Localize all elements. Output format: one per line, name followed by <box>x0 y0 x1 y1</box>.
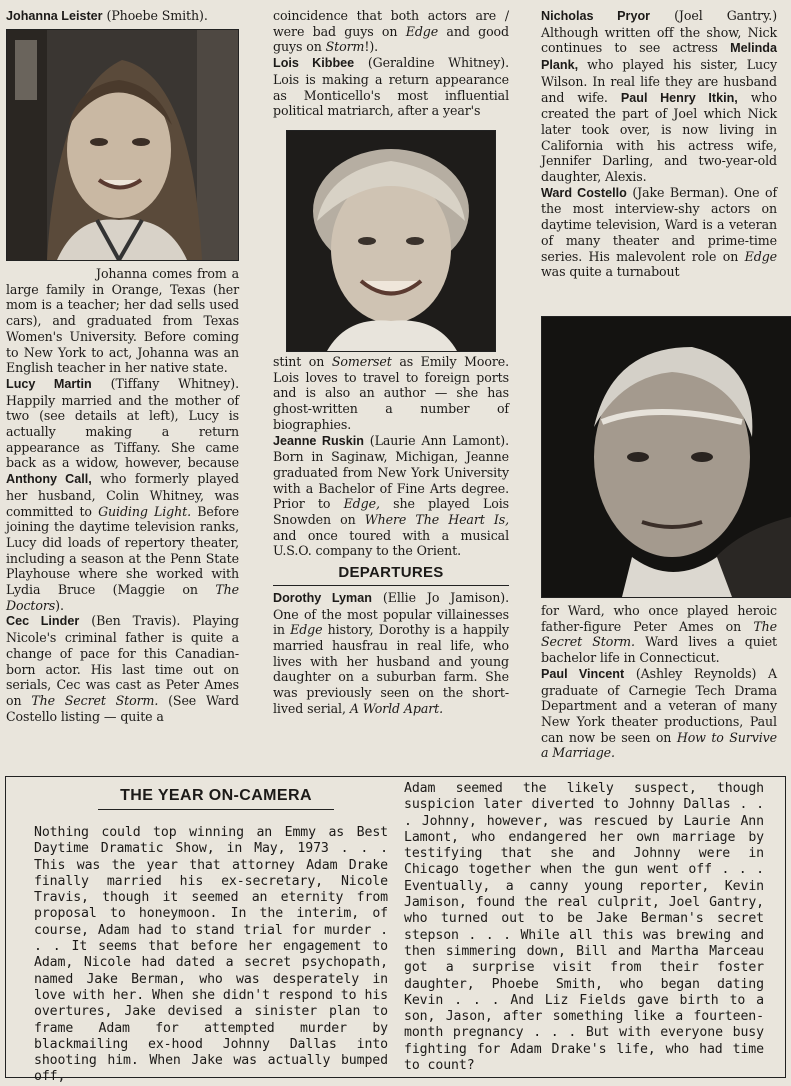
jeanne-ruskin-entry <box>273 433 509 560</box>
lois-kibbee-entry <box>273 55 509 119</box>
lois-role: (Geraldine Whitney). <box>367 55 509 71</box>
cec-linder-entry <box>6 613 239 724</box>
ward-costello-cont <box>541 603 777 666</box>
nicholas-pryor-name: Nicholas Pryor <box>541 9 651 23</box>
secret-storm-title-2: The Secret Storm. <box>541 618 777 650</box>
year-left-text: Nothing could top winning an Emmy as Best Daytime Dramatic Show, in May, 1973 . . . This was the year that attorney Adam Drake finally married his ex-secretary, Nicole Travis, though it seemed an eternity from proposal to honeymoon. In the interim, of course, Adam had to stand trial for murder . . . It seems that before her engagement to Adam, Nicole had dated a secret psychopath, named Jake Berman, who was desperately in love with her. When she didn't respond to his overtures, Jake devised a sinister plan to frame Adam for attempted murder by blackmailing ex-hood Johnny Dallas into shooting him. When Jake was actually bumped off, <box>34 825 388 1085</box>
edge-title-2: Edge, <box>343 496 380 512</box>
departures-rule <box>273 585 509 586</box>
jeanne-text-a: Born in Saginaw, Michigan, Jeanne graduated from New York University with a Bachelor of Fine Arts degree. Prior to <box>273 449 509 512</box>
nicholas-text-c: who created the part of Joel which Nick later took over, is now living in California with his actress wife, Jennifer Darling, and two-year-old daughter, Alexis. <box>541 89 777 185</box>
cec-linder-name: Cec Linder <box>6 614 80 629</box>
lucy-text-d: ). <box>55 597 64 613</box>
dorothy-text-b: history, Dorothy is a happily married hausfrau in real life, who lives with her husband and young daughter on a suburban farm. She was previously seen on the short-lived serial, <box>273 622 510 716</box>
year-right-text: Adam seemed the likely suspect, though suspicion later diverted to Johnny Dallas . . . Johnny, however, was rescued by Laurie Ann Lamont, who endangered her own marriage by testifying that she and Johnny were in Chicago together when the gun went off . . . Eventually, a canny young reporter, Kevin Jamison, found the real culprit, Joel Gantry, who turned out to be Jake Berman's secret stepson . . . While all this was brewing and then simmering down, Bill and Martha Marceau got a surprise visit from their foster daughter, Phoebe Smith, who began dating Kevin . . . And Liz Fields gave birth to a son, Jason, after something like a fourteen-month pregnancy . . . But with everyone busy fighting for Adam Drake's life, who had time to count? <box>404 781 764 1074</box>
column-2-lower <box>273 354 509 716</box>
a-world-apart-title: A World Apart. <box>349 700 444 716</box>
nicholas-text-a: Although written off the show, Nick continues to see actress <box>541 24 777 56</box>
lois-text-a: Lois is making a return appearance as Monticello's most influential political matriarch, after a year's <box>273 71 509 119</box>
nicholas-pryor-entry <box>541 8 777 185</box>
lucy-martin-name: Lucy Martin <box>6 376 92 391</box>
the-doctors-title: The Doctors <box>6 582 239 613</box>
jeanne-text-c: and once toured with a musical U.S.O. company to the Orient. <box>273 527 509 559</box>
nicholas-role: (Joel Gantry.) <box>674 8 778 23</box>
dorothy-role: (Ellie Jo Jamison). <box>382 589 510 605</box>
lead-text: coincidence that both actors are / were bad guys on <box>273 8 509 39</box>
lucy-text-b: who formerly played her husband, Colin Whitney, was committed to <box>6 471 239 519</box>
lucy-martin-entry <box>6 376 239 614</box>
lois-kibbee-photo <box>286 130 496 352</box>
johanna-text: Johanna comes from a large family in Orange, Texas (her mom is a teacher; her dad sells used cars), and graduated from Texas Women's University. Before coming to New York to act, Johanna was an English teacher in her native state. <box>6 266 239 376</box>
johanna-role: (Phoebe Smith). <box>106 8 208 23</box>
dorothy-text-a: One of the most popular villainesses in <box>273 606 509 638</box>
departures-heading: DEPARTURES <box>338 564 444 582</box>
column-1 <box>6 8 239 25</box>
edge-title-4: Edge <box>744 248 778 264</box>
johanna-leister-photo <box>6 29 239 261</box>
where-the-heart-is-title: Where The Heart Is, <box>364 512 509 528</box>
lois-kibbee-cont <box>273 354 509 433</box>
edge-title: Edge <box>405 23 439 39</box>
ward-text-a: One of the most interview-shy actors on daytime television, Ward is a veteran of many theater and prime-time series. His malevolent role on <box>541 184 778 264</box>
dorothy-lyman-entry <box>273 590 509 717</box>
cec-text-a: Playing Nicole's criminal father is quite a change of pace for this Canadian-born actor. His last time out on serials, Cec was cast as Peter Ames on <box>6 613 239 708</box>
year-on-camera-title: THE YEAR ON-CAMERA <box>98 787 334 810</box>
somerset-title: Somerset <box>331 354 392 369</box>
paul-henry-itkin-name: Paul Henry Itkin, <box>620 90 738 105</box>
lead-text-b: and good guys on <box>273 23 509 55</box>
ward-text-b: was quite a turnabout <box>541 264 680 280</box>
lucy-text-a: Happily married and the mother of two (see details at left), Lucy is actually making a return appearance as Tiffany. She came back as a widow, however, because <box>6 392 239 471</box>
ward-text-d: Ward lives a quiet bachelor life in Connecticut. <box>541 634 778 666</box>
column2-lead <box>273 8 509 55</box>
ward-costello-entry <box>541 185 777 280</box>
column-2 <box>273 8 509 119</box>
ward-text-c: for Ward, who once played heroic father-figure Peter Ames on <box>541 603 777 634</box>
column-3 <box>541 8 777 280</box>
paul-vincent-name: Paul Vincent <box>541 666 625 681</box>
melinda-plank-name: Melinda Plank, <box>541 41 778 73</box>
lois-text-c: as Emily Moore. Lois loves to travel to foreign ports and is also an author — she has ghost-written a number of biographies. <box>273 354 509 432</box>
year-left-column <box>34 825 388 1086</box>
secret-storm-title: The Secret Storm. <box>31 692 159 708</box>
year-on-camera-box <box>5 776 786 1085</box>
storm-title: Storm <box>325 39 365 55</box>
lucy-text-c: Before joining the daytime television ranks, Lucy did loads of repertory theater, including a season at the Penn State Playhouse where she worked with Lydia Bruce (Maggie on <box>6 503 240 598</box>
jeanne-text-b: she played Lois Snowden on <box>273 496 509 528</box>
lois-text-b: stint on <box>273 354 325 369</box>
paulv-role: (Ashley Reynolds) <box>635 665 757 681</box>
how-to-survive-title: How to Survive a Marriage. <box>541 729 778 761</box>
ward-role: (Jake Berman). <box>632 184 729 200</box>
dorothy-lyman-name: Dorothy Lyman <box>273 590 372 605</box>
jeanne-role: (Laurie Ann Lamont). <box>369 432 509 448</box>
nicholas-text-b: who played his sister, Lucy Wilson. In real life they are husband and wife. <box>541 57 777 105</box>
johanna-bio <box>6 266 239 724</box>
lois-kibbee-name: Lois Kibbee <box>273 56 355 71</box>
paulv-text-a: A graduate of Carnegie Tech Drama Department and a veteran of many New York theater productions, Paul can now be seen on <box>541 665 777 745</box>
johanna-header <box>6 8 239 25</box>
column-3-lower <box>541 603 777 761</box>
jeanne-ruskin-name: Jeanne Ruskin <box>273 433 364 448</box>
year-right-column <box>404 781 764 1074</box>
ward-costello-photo <box>541 316 791 598</box>
ward-costello-name: Ward Costello <box>541 185 627 200</box>
anthony-call-name: Anthony Call, <box>6 472 92 487</box>
lucy-martin-role: (Tiffany Whitney). <box>110 375 240 391</box>
paul-vincent-entry <box>541 666 777 761</box>
johanna-name: Johanna Leister <box>6 9 103 23</box>
cec-role: (Ben Travis). <box>91 613 181 629</box>
edge-title-3: Edge <box>290 622 323 638</box>
guiding-light-title: Guiding Light. <box>98 503 192 519</box>
cec-text-b: (See Ward Costello listing — quite a <box>6 692 239 724</box>
lead-text-c: !). <box>364 39 379 55</box>
